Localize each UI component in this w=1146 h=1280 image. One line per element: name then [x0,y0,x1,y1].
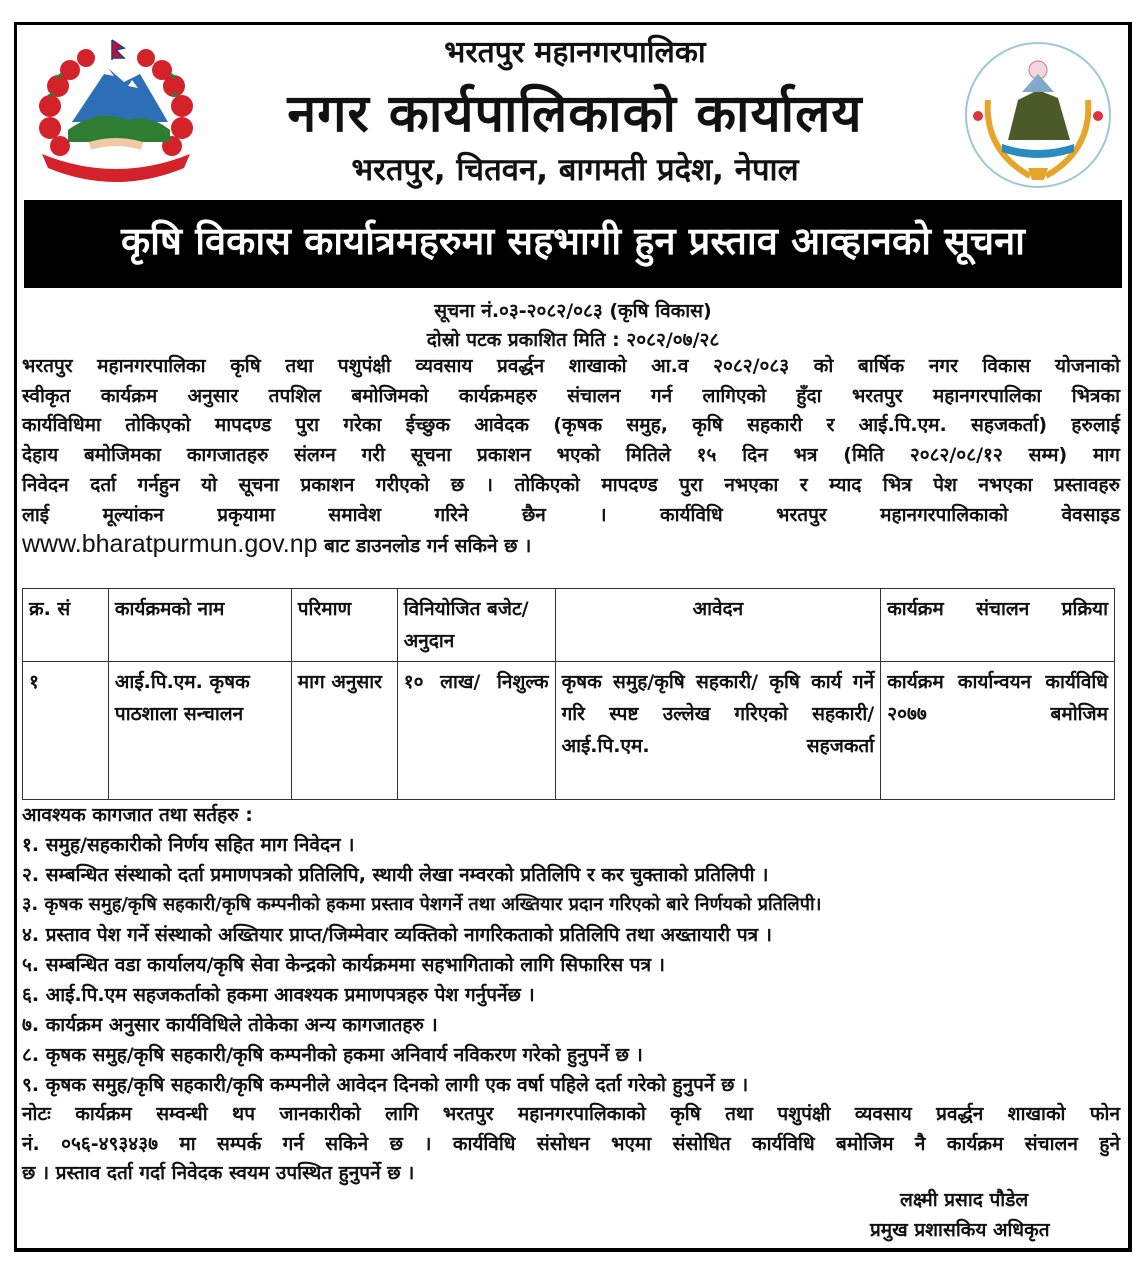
office-name: नगर कार्यपालिकाको कार्यालय [287,84,863,144]
download-text: बाट डाउनलोड गर्न सकिने छ । [324,535,532,558]
program-table [22,588,1115,800]
intro-line: भरतपुर महानगरपालिका कृषि तथा पशुपंक्षी व्यवसाय प्रवर्द्धन शाखाको आ.व २०८२/०८३ को बार्षिक नगर विकास योजनाको [22,355,1120,377]
office-address: भरतपुर, चितवन, बागमती प्रदेश, नेपाल [351,152,799,188]
notice-title-bar [24,200,1122,288]
note-paragraph [22,1100,1120,1189]
notice-reference: सूचना नं.०३-२०८२/०८३ (कृषि विकास) [434,300,712,322]
requirements-list [22,800,1122,1100]
requirement-item: १. समुह/सहकारीको निर्णय सहित माग निवेदन । [22,834,355,856]
requirement-item: ३. कृषक समुह/कृषि सहकारी/कृषि कम्पनीको हकमा प्रस्ताव पेशगर्ने तथा अख्तियार प्रदान गरिएको बारे निर्णयको प्रतिलिपी। [22,894,822,915]
municipality-name: भरतपुर महानगरपालिका [444,35,706,70]
note-line: छ । प्रस्ताव दर्ता गर्दा निवेदक स्वयम उपस्थित हुनुपर्ने छ । [22,1162,415,1185]
table-header-row [23,589,1115,662]
intro-line: स्वीकृत कार्यक्रम अनुसार तपशिल बमोजिमको कार्यक्रमहरु संचालन गर्न लागिएको हुँदा भरतपुर महानगरपालिका भित्रका [22,384,1120,407]
nepal-emblem-icon [28,34,204,184]
requirement-item: ७. कार्यक्रम अनुसार कार्यविधिले तोकेका अन्य कागजातहरु । [22,1014,438,1036]
website-line [22,530,1120,562]
note-line: नोटः कार्यक्रम सम्वन्धी थप जानकारीको लागि भरतपुर महानगरपालिकाको कृषि तथा पशुपंक्षी व्यवसाय प्रवर्द्धन शाखाको फोन [22,1103,1120,1125]
handshake [90,142,142,146]
cell-applicant: कृषक समुह/कृषि सहकारी/ कृषि कार्य गर्ने गरि स्पष्ट उल्लेख गरिएको सहकारी/ आई.पि.एम. सहजकर्ता [555,662,881,800]
nepal-flag [112,40,124,60]
intro-line: देहाय बमोजिमका कागजातहरु संलग्न गरी सूचना प्रकाशन भएको मितिले १५ दिन भत्र (मिति २०८२/०८/१२ सम्म) माग [22,444,1120,467]
requirements-heading: आवश्यक कागजात तथा सर्तहरु : [22,804,253,826]
signatory-name: लक्ष्मी प्रसाद पौडेल [900,1189,1029,1211]
cell-program-name: आई.पि.एम. कृषक पाठशाला सन्चालन [108,662,291,800]
requirement-item: २. सम्बन्धित संस्थाको दर्ता प्रमाणपत्रको प्रतिलिपि, स्थायी लेखा नम्वरको प्रतिलिपि र कर चुक्ताको प्रतिलिपी । [22,864,769,886]
col-header-budget: विनियोजित बजेट/अनुदान [397,589,555,662]
col-header-applicant: आवेदन [555,589,881,662]
intro-paragraph [22,352,1120,562]
motto-ribbon [42,154,190,182]
mountain [72,68,168,122]
cell-quantity: माग अनुसार [291,662,397,800]
website-link[interactable]: www.bharatpurmun.gov.np [22,530,318,559]
note-line: नं. ०५६-४९३४३७ मा सम्पर्क गर्न सकिने छ । कार्यविधि संसोधन भएमा संसोधित कार्यविधि बमोजिम नै कार्यक्रम संचालन हुने [22,1132,1120,1155]
col-header-procedure: कार्यक्रम संचालन प्रक्रिया [881,589,1115,662]
requirement-item: ८. कृषक समुह/कृषि सहकारी/कृषि कम्पनीको हकमा अनिवार्य नविकरण गरेको हुनुपर्ने छ । [22,1044,643,1066]
cell-procedure: कार्यक्रम कार्यान्वयन कार्यविधि २०७७ बमोजिम [881,662,1115,800]
requirement-item: ५. सम्बन्धित वडा कार्यालय/कृषि सेवा केन्द्रको कार्यक्रममा सहभागिताको लागि सिफारिस पत्र । [22,954,665,976]
col-header-program-name: कार्यक्रमको नाम [108,589,291,662]
publish-date: दोस्रो पटक प्रकाशित मिति : २०८२/०७/२८ [426,329,720,351]
signatory-designation: प्रमुख प्रशासकिय अधिकृत [870,1219,1050,1241]
intro-line: निवेदन दर्ता गर्नहुन यो सूचना प्रकाशन गरीएको छ । तोकिएको मापदण्ड पुरा नभएका र म्याद भित्र पेश नभएका प्रस्तावहरु [22,473,1120,496]
cell-serial: १ [23,662,109,800]
col-header-serial: क्र. सं [23,589,109,662]
requirement-item: ९. कृषक समुह/कृषि सहकारी/कृषि कम्पनीले आवेदन दिनको लागी एक वर्षा पहिले दर्ता गरेको हुनुपर्ने छ । [22,1074,749,1096]
requirement-item: ६. आई.पि.एम सहजकर्ताको हकमा आवश्यक प्रमाणपत्रहरु पेश गर्नुपर्नेछ । [22,984,535,1006]
intro-line: कार्यविधिमा तोकिएको मापदण्ड पुरा गरेका ईच्छुक आवेदक (कृषक समुह, कृषि सहकारी र आई.पि.एम. सहजकर्ता) हरुलाई [22,414,1120,437]
bharatpur-seal-icon [958,40,1118,190]
table-row [23,662,1115,800]
col-header-quantity: परिमाण [291,589,397,662]
intro-line: लाई मूल्यांकन प्रकृयामा समावेश गरिने छैन । कार्यविधि भरतपुर महानगरपालिकाको वेवसाइड [22,503,1120,526]
requirement-item: ४. प्रस्ताव पेश गर्ने संस्थाको अख्तियार प्राप्त/जिम्मेवार व्यक्तिको नागरिकताको प्रतिलिपि तथा अख्तायारी पत्र । [22,924,772,946]
cell-budget: १० लाख/ निशुल्क [397,662,555,800]
notice-title: कृषि विकास कार्यात्रमहरुमा सहभागी हुन प्रस्ताव आव्हानको सूचना [120,219,1026,263]
